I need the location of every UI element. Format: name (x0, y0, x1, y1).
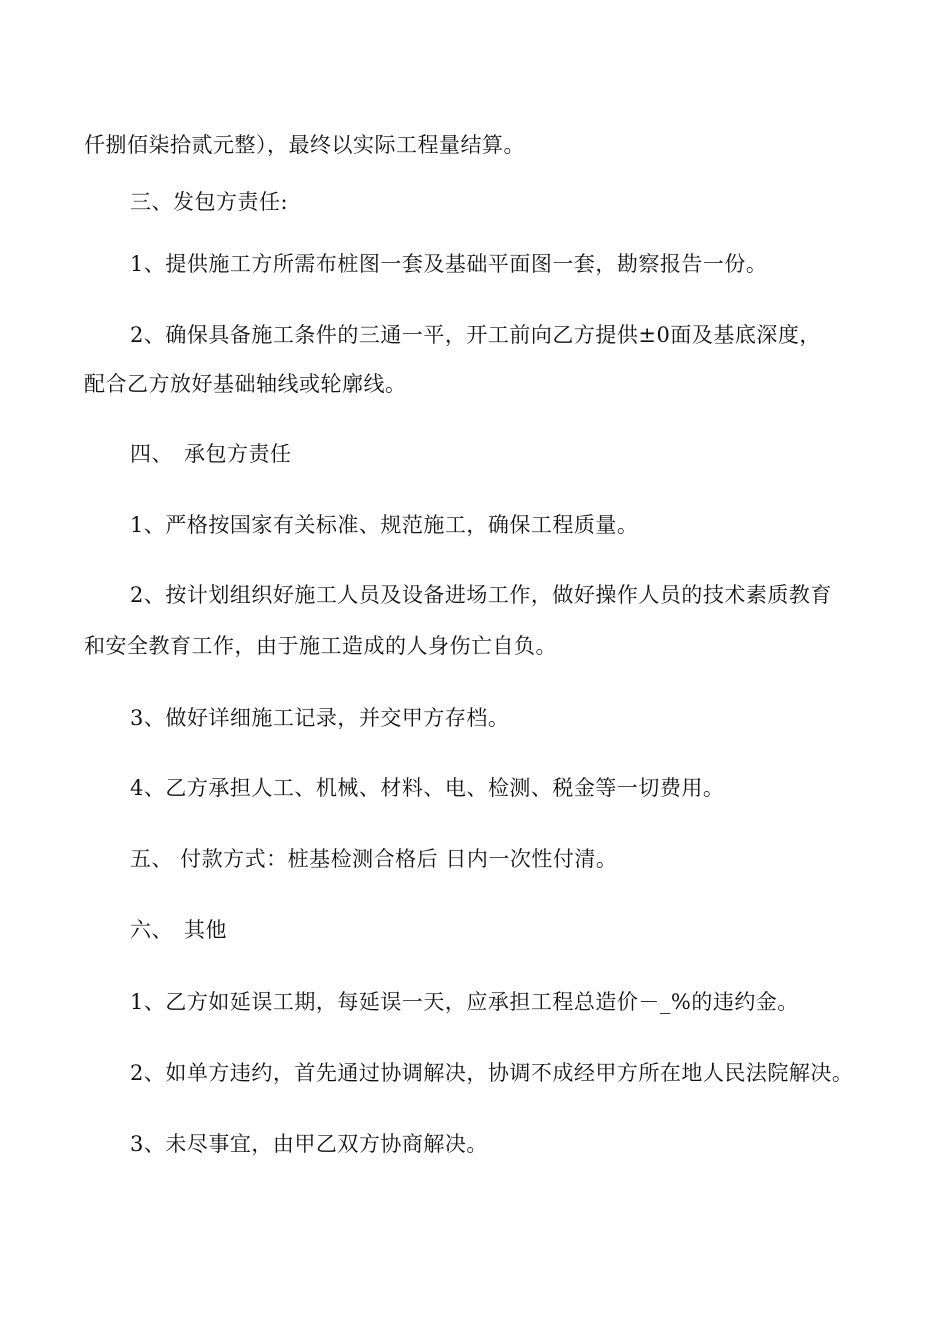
text-line-8: 2、按计划组织好施工人员及设备进场工作，做好操作人员的技术素质教育 (130, 583, 832, 607)
section-heading-6: 六、 其他 (130, 918, 227, 942)
text-line-11: 4、乙方承担人工、机械、材料、电、检测、税金等一切费用。 (130, 776, 725, 800)
text-line-1: 仟捌佰柒拾贰元整），最终以实际工程量结算。 (84, 133, 525, 157)
text-line-4: 2、确保具备施工条件的三通一平，开工前向乙方提供±0面及基底深度， (130, 323, 821, 347)
text-line-15: 2、如单方违约，首先通过协调解决，协调不成经甲方所在地人民法院解决。 (130, 1061, 854, 1085)
text-line-3: 1、提供施工方所需布桩图一套及基础平面图一套，勘察报告一份。 (130, 252, 768, 276)
text-line-14: 1、乙方如延误工期，每延误一天，应承担工程总造价－_%的违约金。 (130, 990, 799, 1014)
section-heading-5: 五、 付款方式：桩基检测合格后 日内一次性付清。 (130, 847, 618, 871)
section-heading-4: 四、 承包方责任 (130, 442, 292, 466)
text-line-10: 3、做好详细施工记录，并交甲方存档。 (130, 706, 510, 730)
text-line-5: 配合乙方放好基础轴线或轮廓线。 (84, 372, 407, 396)
section-heading-3: 三、发包方责任: (130, 190, 289, 214)
text-line-16: 3、未尽事宜，由甲乙双方协商解决。 (130, 1132, 488, 1156)
text-line-9: 和安全教育工作，由于施工造成的人身伤亡自负。 (84, 634, 557, 658)
text-line-7: 1、严格按国家有关标准、规范施工，确保工程质量。 (130, 513, 639, 537)
